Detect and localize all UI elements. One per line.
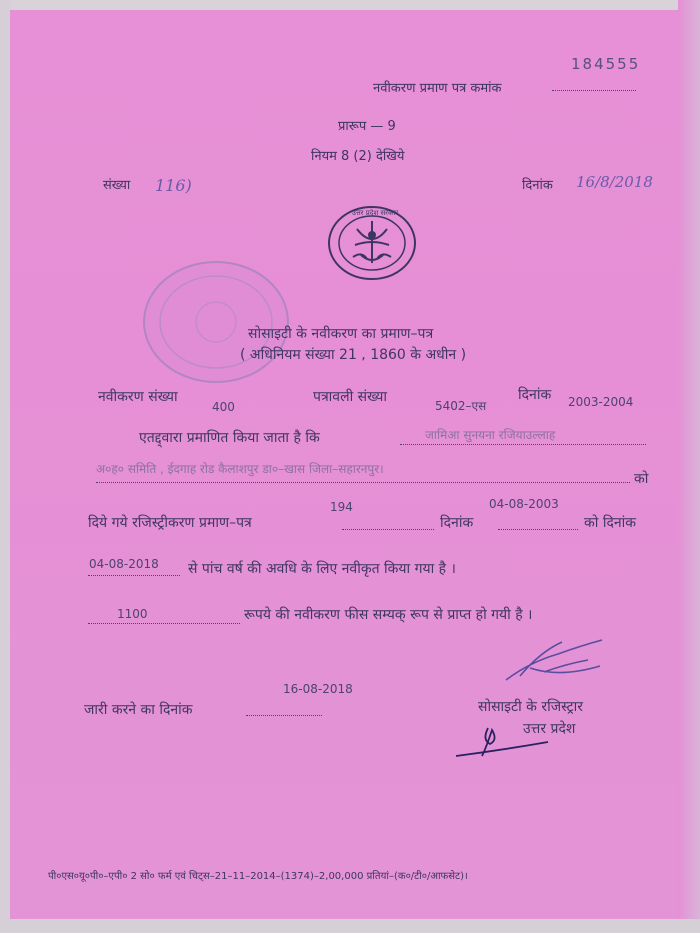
faded-stamp-icon (140, 258, 292, 386)
scan-edge-top (0, 0, 700, 10)
registrar-state: उत्तर प्रदेश (523, 721, 576, 737)
given-text: दिये गये रजिस्ट्रीकरण प्रमाण–पत्र (88, 515, 252, 531)
renewal-no-label: नवीकरण संख्या (98, 389, 178, 405)
scan-edge-right (678, 0, 700, 933)
certificate-no-label: नवीकरण प्रमाण पत्र कमांक (373, 81, 502, 96)
reg-cert-number: 194 (330, 500, 353, 514)
scan-edge-left (0, 0, 10, 933)
renewal-no-value: 400 (212, 400, 235, 414)
certificate-no-line (552, 89, 636, 91)
renew-from-date: 04-08-2018 (89, 557, 159, 571)
rule-reference: नियम 8 (2) देखिये (311, 149, 405, 164)
issue-date: 16-08-2018 (283, 682, 353, 696)
date2-label: दिनांक (518, 387, 552, 403)
footer-print-info: पी०एस०यू०पी०–एपी० 2 सो० फर्म एवं चिट्स–21–11–2014–(1374)–2,00,000 प्रतियां–(क०/टी०/आफसेट)। (48, 871, 468, 882)
official-signature-icon (452, 722, 552, 762)
fee-value: 1100 (117, 607, 148, 621)
certificate-heading: सोसाइटी के नवीकरण का प्रमाण–पत्र (248, 326, 434, 342)
fee-line (88, 622, 240, 624)
reg-date: 04-08-2003 (489, 497, 559, 511)
emblem-text: उत्तर प्रदेश सरकार (352, 209, 399, 217)
society-address: अ०ह० समिति , ईदगाह रोड कैलाशपुर डा०–खास जिला–सहारनपुर। (96, 462, 384, 476)
date2-value: 2003-2004 (568, 395, 634, 409)
date-value: 16/8/2018 (576, 173, 653, 191)
reg-date-line (498, 528, 578, 530)
file-no-label: पत्रावली संख्या (313, 389, 388, 405)
ko-date-text: को दिनांक (584, 515, 637, 531)
form-title: प्रारूप — 9 (338, 119, 396, 134)
issue-label: जारी करने का दिनांक (84, 702, 193, 718)
issue-date-line (246, 714, 322, 716)
serial-number: 184555 (571, 55, 641, 73)
society-name-line (400, 443, 646, 445)
certify-text: एतद्द्वारा प्रमाणित किया जाता है कि (139, 430, 320, 446)
file-no-value: 5402–एस (435, 399, 487, 413)
registrar-signature-icon (500, 632, 612, 692)
society-name: जामिआ सुनयना रजियाउल्लाह (425, 428, 556, 442)
reg-cert-line (342, 528, 434, 530)
address-line (96, 481, 630, 483)
date3-label: दिनांक (440, 515, 474, 531)
registrar-title: सोसाइटी के रजिस्ट्रार (478, 699, 583, 715)
fee-text: रूपये की नवीकरण फीस सम्यक् रूप से प्राप्त हो गयी है । (244, 607, 533, 623)
renew-from-line (88, 574, 180, 576)
renew-text: से पांच वर्ष की अवधि के लिए नवीकृत किया गया है । (188, 561, 456, 577)
number-label: संख्या (103, 178, 131, 193)
date-label: दिनांक (522, 178, 553, 193)
number-value: 116) (155, 176, 192, 195)
ko-text: को (634, 471, 649, 487)
certificate-subheading: ( अधिनियम संख्या 21 , 1860 के अधीन ) (240, 347, 467, 363)
scan-edge-bottom (0, 919, 700, 933)
